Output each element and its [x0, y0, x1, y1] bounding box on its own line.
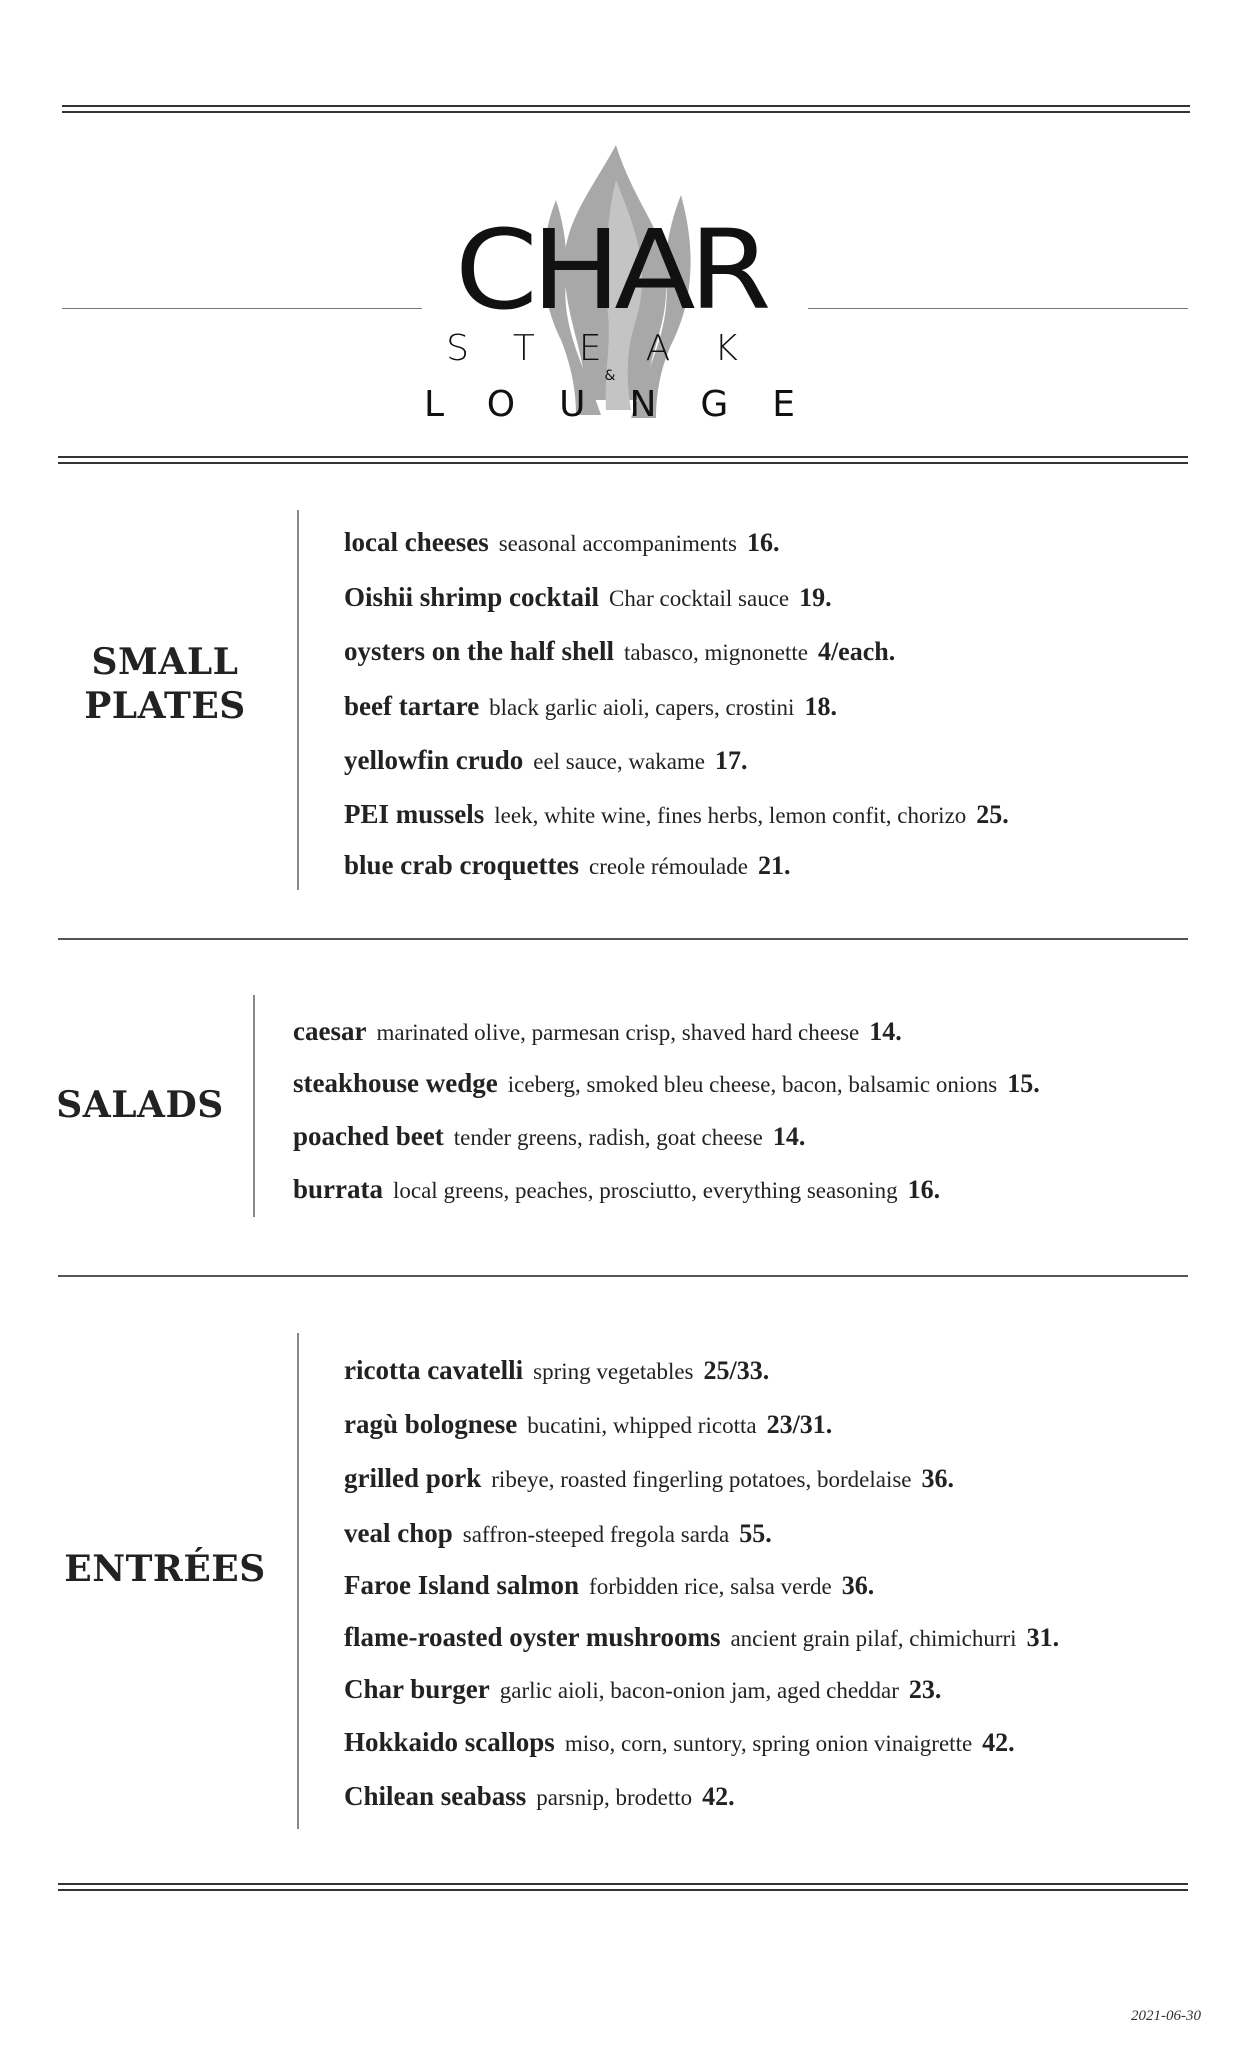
item-name: ragù bolognese [344, 1409, 518, 1439]
logo-wordmark: CHAR [454, 206, 766, 334]
menu-item [344, 1355, 769, 1387]
item-description: Char cocktail sauce [609, 586, 790, 611]
item-description: garlic aioli, bacon-onion jam, aged cheddar [499, 1678, 899, 1703]
item-description: creole rémoulade [588, 854, 748, 879]
menu-item [344, 799, 1009, 831]
item-name: local cheeses [344, 527, 489, 557]
item-price: 21. [757, 851, 791, 880]
item-description: saffron-steeped fregola sarda [462, 1522, 730, 1547]
item-name: veal chop [344, 1518, 453, 1548]
item-price: 4/each. [817, 637, 896, 666]
item-description: parsnip, brodetto [536, 1785, 693, 1810]
menu-item [344, 1674, 941, 1706]
item-description: eel sauce, wakame [533, 749, 706, 774]
item-description: ribeye, roasted fingerling potatoes, bordelaise [491, 1467, 912, 1492]
bottom-divider [58, 1883, 1188, 1885]
menu-item [293, 1121, 805, 1153]
item-price: 42. [702, 1782, 735, 1811]
logo-rule-right [808, 308, 1188, 309]
item-name: flame-roasted oyster mushrooms [344, 1622, 721, 1652]
section-rule [253, 995, 255, 1217]
item-price: 16. [746, 528, 780, 557]
menu-item [344, 691, 837, 723]
menu-item [344, 1463, 954, 1495]
menu-item [344, 1518, 772, 1550]
item-price: 14. [869, 1017, 902, 1046]
item-description: ancient grain pilaf, chimichurri [730, 1626, 1017, 1651]
menu-item [344, 850, 790, 882]
section-divider [58, 1275, 1188, 1277]
item-name: PEI mussels [344, 799, 485, 829]
item-description: black garlic aioli, capers, crostini [489, 695, 795, 720]
item-description: tender greens, radish, goat cheese [453, 1125, 763, 1150]
menu-item [344, 1781, 735, 1813]
char-logo [420, 140, 840, 430]
item-price: 16. [907, 1175, 941, 1204]
section-rule [297, 1333, 299, 1829]
item-name: steakhouse wedge [293, 1068, 498, 1098]
menu-item [344, 582, 832, 614]
section-divider [58, 938, 1188, 940]
logo-lounge: LOUNGE [424, 384, 840, 425]
menu-item [344, 636, 895, 668]
item-name: Char burger [344, 1674, 490, 1704]
logo-steak: STEAK [446, 328, 782, 369]
menu-item [344, 1570, 874, 1602]
item-price: 18. [804, 692, 837, 721]
item-name: poached beet [293, 1121, 444, 1151]
item-description: bucatini, whipped ricotta [527, 1413, 757, 1438]
item-name: Oishii shrimp cocktail [344, 582, 600, 612]
item-description: leek, white wine, fines herbs, lemon confit, chorizo [494, 803, 967, 828]
item-price: 17. [715, 746, 748, 775]
item-name: Faroe Island salmon [344, 1570, 580, 1600]
item-name: Hokkaido scallops [344, 1727, 555, 1757]
menu-item [293, 1068, 1040, 1100]
item-price: 55. [739, 1519, 772, 1548]
item-description: marinated olive, parmesan crisp, shaved hard cheese [376, 1020, 860, 1045]
menu-item [293, 1016, 902, 1048]
item-description: local greens, peaches, prosciutto, everything seasoning [393, 1178, 898, 1203]
item-name: blue crab croquettes [344, 850, 579, 880]
item-price: 14. [772, 1122, 806, 1151]
item-price: 25/33. [703, 1356, 770, 1385]
item-description: spring vegetables [533, 1359, 694, 1384]
item-price: 23/31. [766, 1410, 833, 1439]
item-price: 19. [799, 583, 832, 612]
item-description: iceberg, smoked bleu cheese, bacon, balsamic onions [507, 1072, 998, 1097]
item-name: yellowfin crudo [344, 745, 524, 775]
item-name: grilled pork [344, 1463, 482, 1493]
item-price: 31. [1026, 1623, 1060, 1652]
section-title: ENTRÉES [64, 1548, 266, 1590]
menu-item [344, 1622, 1059, 1654]
section-title: SALADS [56, 1084, 224, 1126]
item-description: forbidden rice, salsa verde [589, 1574, 832, 1599]
top-divider [62, 105, 1190, 107]
menu-item [344, 745, 748, 777]
item-price: 42. [982, 1728, 1015, 1757]
header-divider [58, 456, 1188, 458]
item-price: 15. [1007, 1069, 1040, 1098]
logo-ampersand: & [604, 368, 616, 384]
item-price: 23. [908, 1675, 942, 1704]
section-title: SMALL PLATES [84, 641, 246, 727]
item-price: 25. [976, 800, 1009, 829]
menu-item [344, 1727, 1015, 1759]
item-name: beef tartare [344, 691, 480, 721]
section-rule [297, 510, 299, 890]
menu-item [293, 1174, 940, 1206]
menu-date: 2021-06-30 [1131, 2008, 1201, 2024]
logo-rule-left [62, 308, 422, 309]
menu-item [344, 1409, 832, 1441]
item-name: burrata [293, 1174, 383, 1204]
item-price: 36. [921, 1464, 955, 1493]
item-description: miso, corn, suntory, spring onion vinaigrette [564, 1731, 973, 1756]
menu-item [344, 527, 779, 559]
item-description: seasonal accompaniments [498, 531, 737, 556]
item-price: 36. [841, 1571, 875, 1600]
item-name: oysters on the half shell [344, 636, 614, 666]
item-description: tabasco, mignonette [624, 640, 808, 665]
item-name: ricotta cavatelli [344, 1355, 524, 1385]
item-name: Chilean seabass [344, 1781, 527, 1811]
item-name: caesar [293, 1016, 367, 1046]
